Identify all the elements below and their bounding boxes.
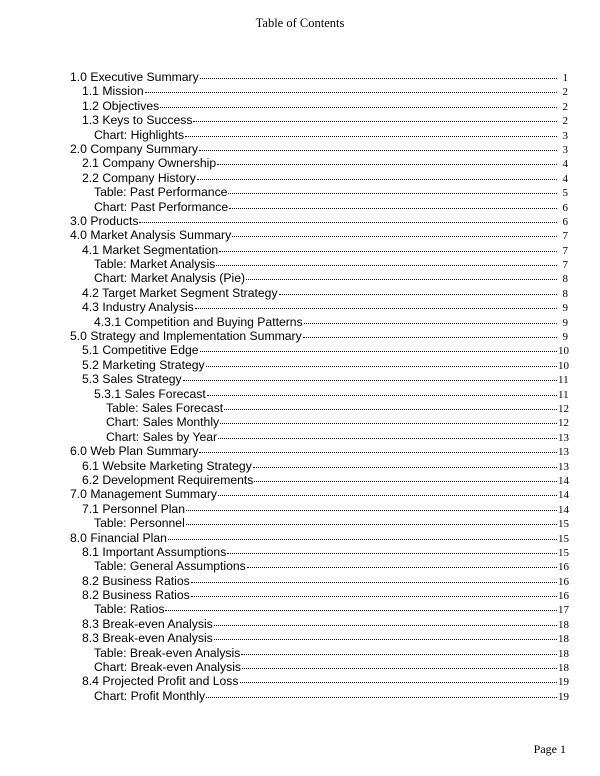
toc-entry[interactable] [70,689,568,703]
toc-entry-page-number: 12 [558,402,569,415]
toc-entry-page-number: 9 [562,316,568,329]
toc-entry-label: 2.0 Company Summary [70,141,199,156]
dot-leader [165,609,557,611]
toc-entry-label: Table: Personnel [94,516,185,531]
dot-leader [218,437,557,439]
toc-entry-label: 5.3 Sales Strategy [82,372,182,387]
toc-entry-label: Table: Sales Forecast [106,400,224,415]
toc-entry[interactable] [70,588,568,602]
dot-leader [195,307,557,309]
toc-entry[interactable] [70,617,568,631]
toc-entry-page-number: 3 [562,129,568,142]
toc-entry[interactable] [70,214,568,228]
toc-entry[interactable] [70,430,568,444]
dot-leader [254,480,557,482]
toc-entry-page-number: 18 [558,633,569,646]
toc-entry-label: 8.0 Financial Plan [70,530,167,545]
toc-entry-label: 8.2 Business Ratios [82,588,190,603]
toc-entry[interactable] [70,257,568,271]
toc-entry[interactable] [70,459,568,473]
toc-entry-label: Table: Past Performance [94,185,228,200]
toc-entry-page-number: 15 [558,518,569,531]
toc-entry[interactable] [70,473,568,487]
toc-entry-page-number: 8 [562,273,568,286]
toc-entry-label: 1.3 Keys to Success [82,113,193,128]
toc-entry[interactable] [70,502,568,516]
dot-leader [304,322,557,324]
dot-leader [219,250,557,252]
toc-entry-label: 1.2 Objectives [82,98,160,113]
dot-leader [186,509,557,511]
toc-entry-label: Table: General Assumptions [94,559,246,574]
toc-entry[interactable] [70,142,568,156]
toc-entry-label: 8.3 Break-even Analysis [82,631,213,646]
toc-entry-page-number: 8 [562,287,568,300]
dot-leader [242,667,557,669]
dot-leader [168,538,557,540]
toc-entry[interactable] [70,531,568,545]
dot-leader [224,408,557,410]
toc-entry-label: Chart: Highlights [94,127,185,142]
toc-entry-page-number: 11 [558,374,569,387]
toc-entry[interactable] [70,487,568,501]
toc-entry-label: 2.2 Company History [82,170,196,185]
toc-entry[interactable] [70,631,568,645]
toc-entry-label: 6.1 Website Marketing Strategy [82,458,252,473]
toc-entry-label: Chart: Profit Monthly [94,688,206,703]
toc-entry-page-number: 11 [558,388,569,401]
dot-leader [247,566,557,568]
dot-leader [217,163,557,165]
toc-entry-label: 4.2 Target Market Segment Strategy [82,285,278,300]
toc-entry-page-number: 19 [558,690,569,703]
toc-entry-page-number: 10 [558,359,569,372]
toc-entry-page-number: 10 [558,345,569,358]
toc-entry-page-number: 16 [558,561,569,574]
dot-leader [229,207,557,209]
toc-entry[interactable] [70,329,568,343]
dot-leader [253,466,557,468]
toc-entry-page-number: 12 [558,417,569,430]
toc-entry[interactable] [70,70,568,84]
dot-leader [218,494,557,496]
dot-leader [200,77,557,79]
dot-leader [160,106,557,108]
toc-entry-page-number: 13 [558,460,569,473]
toc-entry[interactable] [70,171,568,185]
toc-entry-page-number: 13 [558,446,569,459]
dot-leader [214,638,557,640]
dot-leader [193,120,557,122]
toc-entry-page-number: 15 [558,532,569,545]
toc-entry-page-number: 6 [562,201,568,214]
toc-entry[interactable] [70,200,568,214]
toc-entry-label: Chart: Break-even Analysis [94,660,241,675]
dot-leader [220,422,557,424]
toc-entry-page-number: 16 [558,575,569,588]
dot-leader [227,552,557,554]
toc-entry-label: 5.1 Competitive Edge [82,343,199,358]
page-number: Page 1 [533,742,566,756]
toc-entry-label: 4.3.1 Competition and Buying Patterns [94,314,303,329]
toc-entry-page-number: 14 [558,503,569,516]
toc-entry[interactable] [70,444,568,458]
toc-entry-label: 3.0 Products [70,213,139,228]
toc-entry[interactable] [70,315,568,329]
toc-entry[interactable] [70,387,568,401]
toc-entry[interactable] [70,286,568,300]
toc-entry-label: 4.1 Market Segmentation [82,242,219,257]
toc-entry[interactable] [70,156,568,170]
toc-entry[interactable] [70,674,568,688]
toc-entry-label: Table: Market Analysis [94,257,216,272]
dot-leader [279,293,557,295]
toc-entry[interactable] [70,228,568,242]
toc-entry-page-number: 6 [562,215,568,228]
dot-leader [200,350,557,352]
toc-entry-label: 4.0 Market Analysis Summary [70,228,232,243]
toc-entry-page-number: 9 [562,331,568,344]
toc-entry-page-number: 2 [562,115,568,128]
toc-entry[interactable] [70,243,568,257]
toc-entry-page-number: 4 [562,158,568,171]
toc-entry[interactable] [70,128,568,142]
toc-entry-page-number: 7 [562,230,568,243]
toc-entry-page-number: 19 [558,676,569,689]
toc-entry[interactable] [70,99,568,113]
toc-entry-label: Table: Ratios [94,602,165,617]
toc-entry-page-number: 18 [558,618,569,631]
toc-entry-label: 7.0 Management Summary [70,487,217,502]
toc-entry-label: 6.0 Web Plan Summary [70,444,199,459]
toc-entry-label: 5.2 Marketing Strategy [82,357,205,372]
toc-entry-label: 8.3 Break-even Analysis [82,616,213,631]
toc-entry[interactable] [70,516,568,530]
toc-entry-label: Chart: Market Analysis (Pie) [94,271,246,286]
toc-entry-page-number: 3 [562,143,568,156]
toc-entry-label: 7.1 Personnel Plan [82,501,185,516]
toc-entry[interactable] [70,84,568,98]
dot-leader [199,149,557,151]
toc-entry[interactable] [70,300,568,314]
toc-entry[interactable] [70,343,568,357]
toc-entry-page-number: 15 [558,546,569,559]
toc-entry-label: 2.1 Company Ownership [82,156,217,171]
toc-entry[interactable] [70,574,568,588]
toc-entry-page-number: 7 [562,244,568,257]
dot-leader [207,394,557,396]
toc-entry-page-number: 18 [558,662,569,675]
toc-entry-label: Chart: Past Performance [94,199,229,214]
dot-leader [232,235,557,237]
toc-entry-page-number: 18 [558,647,569,660]
toc-entry[interactable] [70,271,568,285]
toc-entry-label: 1.1 Mission [82,84,144,99]
toc-entry-page-number: 13 [558,431,569,444]
dot-leader [206,365,557,367]
toc-entry-page-number: 4 [562,172,568,185]
dot-leader [303,336,557,338]
toc-entry[interactable] [70,559,568,573]
dot-leader [197,178,557,180]
dot-leader [240,681,558,683]
toc-entry[interactable] [70,660,568,674]
toc-entry[interactable] [70,185,568,199]
toc-entry-page-number: 14 [558,489,569,502]
dot-leader [246,278,557,280]
page-title: Table of Contents [255,16,345,30]
toc-entry-label: Table: Break-even Analysis [94,645,241,660]
toc-entry[interactable] [70,545,568,559]
dot-leader [206,696,557,698]
dot-leader [191,595,557,597]
toc-entry[interactable] [70,602,568,616]
toc-entry-label: Chart: Sales Monthly [106,415,220,430]
toc-entry[interactable] [70,358,568,372]
dot-leader [214,624,557,626]
toc-entry[interactable] [70,401,568,415]
toc-entry-page-number: 9 [562,302,568,315]
toc-entry-label: 6.2 Development Requirements [82,472,254,487]
toc-entry-label: 4.3 Industry Analysis [82,300,194,315]
dot-leader [185,135,557,137]
table-of-contents [70,70,568,703]
toc-entry-page-number: 14 [558,474,569,487]
dot-leader [186,523,557,525]
toc-entry-label: 8.1 Important Assumptions [82,544,227,559]
toc-entry-page-number: 5 [562,187,568,200]
dot-leader [241,653,557,655]
toc-entry-label: 1.0 Executive Summary [70,70,199,84]
toc-entry-label: 5.3.1 Sales Forecast [94,386,206,401]
toc-entry[interactable] [70,372,568,386]
toc-entry-page-number: 2 [562,100,568,113]
toc-entry-page-number: 17 [558,604,569,617]
toc-entry-page-number: 16 [558,590,569,603]
toc-entry-label: 5.0 Strategy and Implementation Summary [70,329,302,344]
dot-leader [183,379,557,381]
toc-entry-page-number: 7 [562,259,568,272]
dot-leader [199,451,557,453]
toc-entry[interactable] [70,113,568,127]
toc-entry-page-number: 2 [562,86,568,99]
toc-entry-label: 8.2 Business Ratios [82,573,190,588]
toc-entry-page-number: 1 [562,72,568,84]
dot-leader [191,581,557,583]
dot-leader [216,264,557,266]
toc-entry-label: 8.4 Projected Profit and Loss [82,674,239,689]
dot-leader [228,192,557,194]
dot-leader [145,91,557,93]
toc-entry[interactable] [70,646,568,660]
dot-leader [139,221,557,223]
toc-entry[interactable] [70,415,568,429]
toc-entry-label: Chart: Sales by Year [106,429,218,444]
